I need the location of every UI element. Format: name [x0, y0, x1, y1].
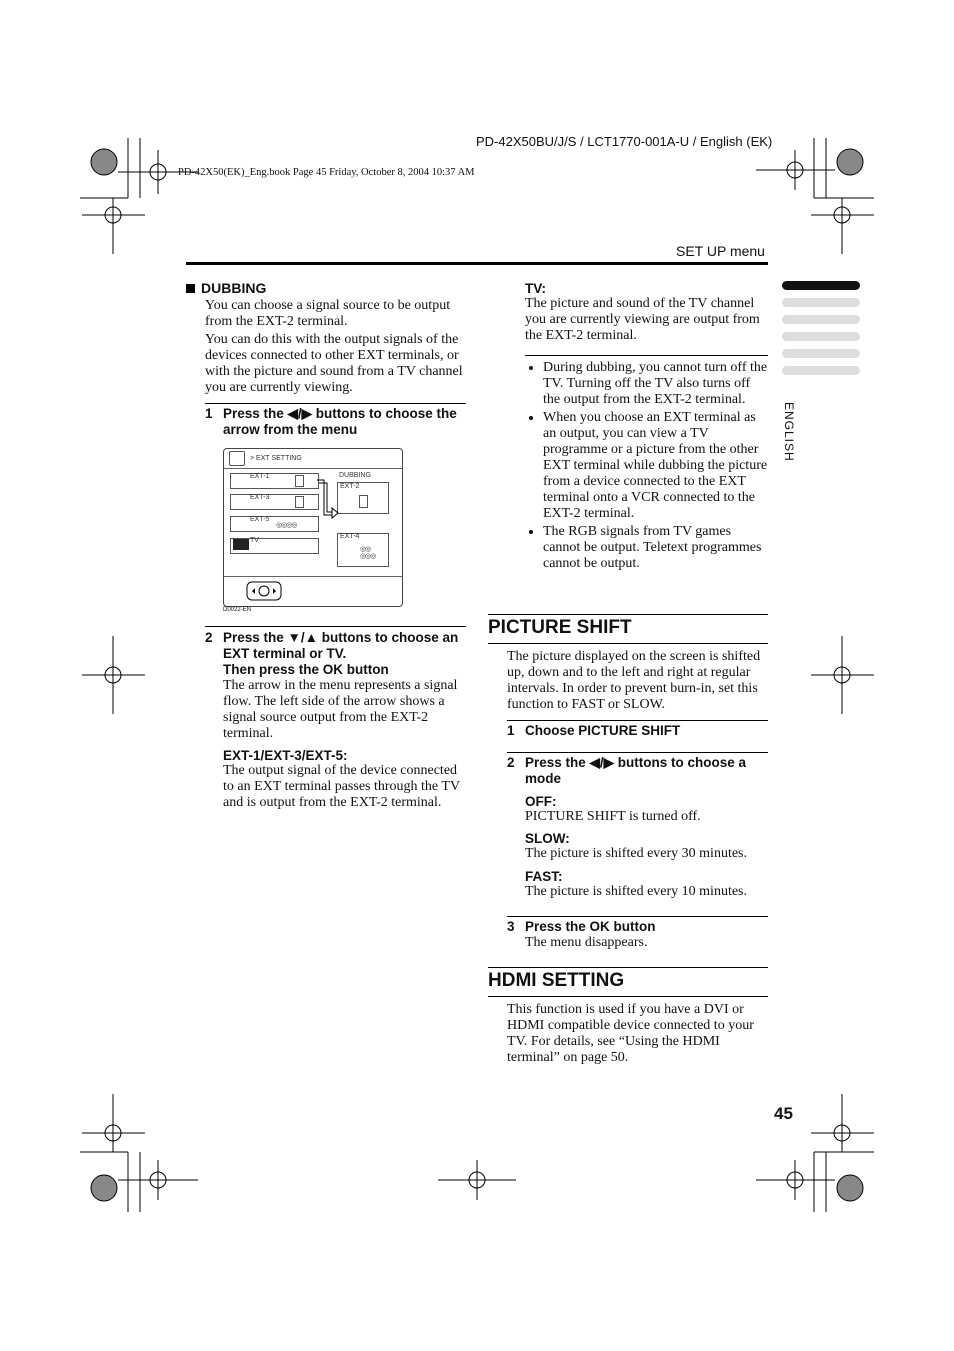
ext-2-label: EXT-2 — [340, 483, 360, 490]
ext-5-label: EXT-5 — [250, 516, 270, 523]
dubbing-intro-1: You can choose a signal source to be output from the EXT-2 terminal. — [205, 298, 451, 329]
scart-icon — [295, 496, 304, 508]
ext-4-label: EXT-4 — [340, 533, 360, 540]
scart-icon — [359, 495, 368, 508]
step-3-body: The menu disappears. — [525, 935, 648, 950]
dubbing-step-2-body: The arrow in the menu represents a signal flow. The left side of the arrow shows a signal source output from the EXT-2 terminal. — [223, 678, 458, 741]
page-number: 45 — [774, 1104, 793, 1123]
picture-shift-step-1: 1 Choose PICTURE SHIFT — [507, 723, 681, 738]
tv-block — [525, 281, 768, 344]
step-number: 1 — [205, 406, 213, 421]
note-item: • When you choose an EXT terminal as an output, you can view a TV programme or a picture from the other EXT terminal while dubbing the picture from a device connected to the EXT terminal onto a VCR connected to the EXT-2 terminal. — [543, 410, 768, 522]
av-jacks-icon: ◎◎ ◎◎◎ — [360, 546, 376, 560]
tab-2 — [782, 298, 860, 307]
ext-setting-menu — [223, 448, 403, 607]
divider — [525, 355, 768, 356]
language-tabs — [782, 281, 860, 383]
dubbing-step-1: Press the ◀/▶ buttons to choose the arrow from the menu — [223, 406, 457, 437]
slow-heading: SLOW: — [525, 831, 570, 846]
hdmi-heading: HDMI SETTING — [488, 970, 625, 991]
book-line: PD-42X50(EK)_Eng.book Page 45 Friday, October 8, 2004 10:37 AM — [178, 167, 475, 178]
figure-code: D0022-EN — [223, 607, 252, 613]
step-number: 2 — [205, 630, 213, 645]
ext-3-label: EXT-3 — [250, 494, 270, 501]
language-label: ENGLISH — [782, 402, 796, 462]
dubbing-notes — [525, 360, 768, 572]
signal-arrow-icon — [316, 477, 340, 519]
dubbing-intro-2: You can do this with the output signals of the devices connected to other EXT terminals, or with the picture and sound from a TV channel you are currently viewing. — [205, 332, 463, 395]
ext-5-row[interactable] — [230, 516, 319, 532]
picture-shift-step-3: 3 Press the OK button The menu disappears. — [507, 919, 656, 950]
ext-body: The output signal of the device connected to an EXT terminal passes through the TV and is output from the EXT-2 terminal. — [223, 763, 460, 810]
ext-heading: EXT-1/EXT-3/EXT-5: — [223, 748, 348, 763]
menu-icon — [229, 451, 245, 466]
ext-1-row[interactable] — [230, 473, 319, 489]
ext-3-row[interactable] — [230, 494, 319, 510]
scart-icon — [295, 475, 304, 487]
tab-english — [782, 281, 860, 290]
tab-3 — [782, 315, 860, 324]
note-item: • The RGB signals from TV games cannot be output. Teletext programmes cannot be output. — [543, 524, 768, 572]
av-jacks-icon: ◎◎◎◎ — [276, 522, 297, 529]
model-line: PD-42X50BU/J/S / LCT1770-001A-U / English (EK) — [476, 134, 773, 149]
left-column — [186, 278, 466, 438]
tab-6 — [782, 366, 860, 375]
picture-shift-intro: The picture displayed on the screen is shifted up, down and to the left and right at regular intervals. In order to prevent burn-in, set this function to FAST or SLOW. — [507, 649, 761, 712]
tv-icon — [233, 539, 249, 550]
fast-body: The picture is shifted every 10 minutes. — [525, 884, 747, 899]
off-body: PICTURE SHIFT is turned off. — [525, 809, 701, 824]
note-item: • During dubbing, you cannot turn off the TV. Turning off the TV also turns off the output from the EXT-2 terminal. — [543, 360, 768, 408]
slow-body: The picture is shifted every 30 minutes. — [525, 846, 747, 861]
remote-navigation-icon — [246, 581, 282, 601]
section-title: SET UP menu — [676, 243, 765, 259]
picture-shift-step-2: 2 Press the ◀/▶ buttons to choose a mode OFF: PICTURE SHIFT is turned off. SLOW: The picture is shifted every 30 minutes. FAST: The picture is shifted every 10 minutes. — [507, 755, 768, 900]
off-heading: OFF: — [525, 794, 557, 809]
dubbing-label: DUBBING — [339, 472, 371, 479]
picture-shift-heading: PICTURE SHIFT — [488, 617, 632, 638]
dubbing-step-2-block — [205, 626, 466, 811]
dubbing-step-2: Press the ▼/▲ buttons to choose an EXT terminal or TV. — [223, 630, 459, 661]
dubbing-heading: DUBBING — [201, 280, 267, 296]
header-rule — [186, 262, 768, 265]
ext-1-label: EXT-1 — [250, 473, 270, 480]
tab-5 — [782, 349, 860, 358]
dubbing-step-2-ok: Then press the OK button — [223, 662, 389, 677]
hdmi-body: This function is used if you have a DVI or HDMI compatible device connected to your TV. For details, see “Using the HDMI terminal” on page 50. — [507, 1002, 754, 1065]
tab-4 — [782, 332, 860, 341]
tv-label: TV — [250, 537, 259, 544]
menu-title: > EXT SETTING — [250, 455, 302, 462]
tv-body: The picture and sound of the TV channel you are currently viewing are output from the EXT-2 terminal. — [525, 296, 760, 343]
square-bullet-icon — [186, 284, 195, 293]
tv-heading: TV: — [525, 281, 547, 296]
fast-heading: FAST: — [525, 869, 563, 884]
